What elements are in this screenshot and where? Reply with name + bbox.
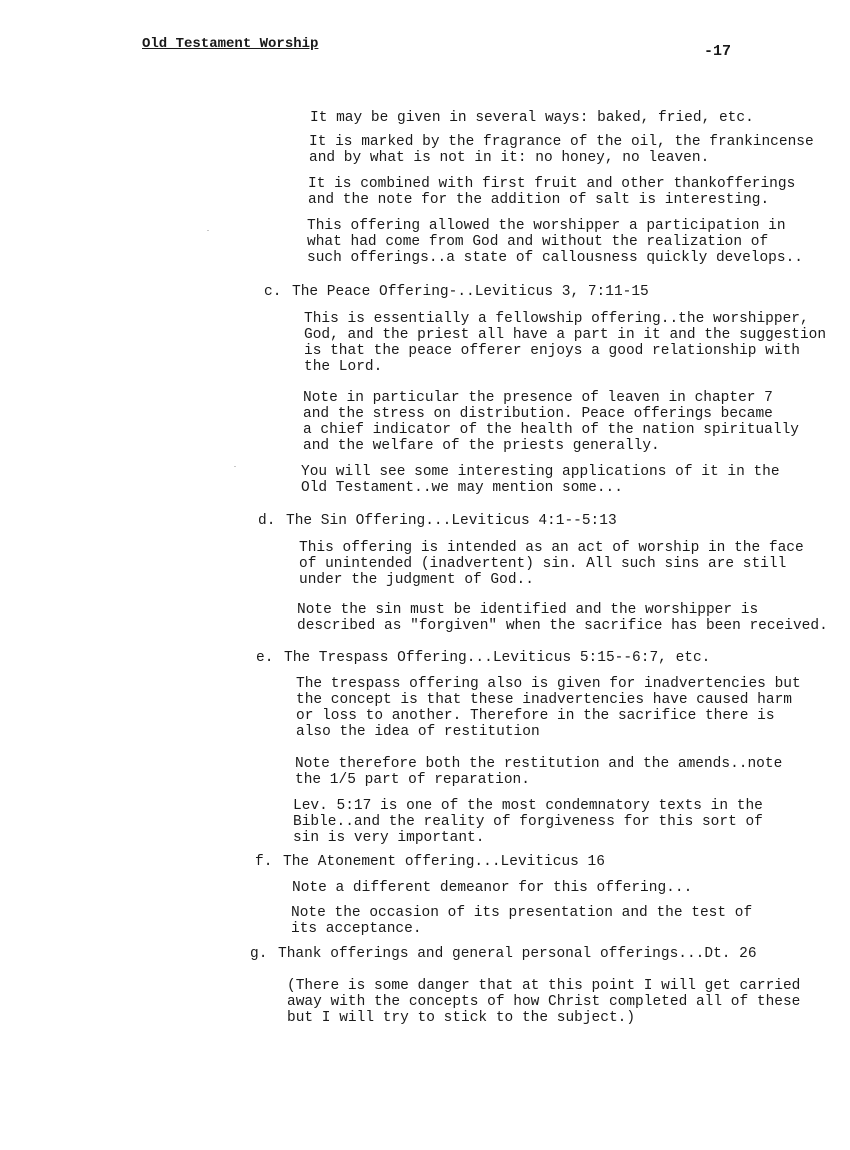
section-heading-g (250, 946, 810, 962)
section-paragraph: Lev. 5:17 is one of the most condemnatory texts in the Bible..and the reality of forgiveness for this sort of sin is very important. (293, 798, 763, 846)
section-paragraph: You will see some interesting applications of it in the Old Testament..we may mention some... (301, 464, 780, 496)
section-title: The Atonement offering...Leviticus 16 (283, 854, 605, 870)
section-heading-e (256, 650, 816, 666)
intro-paragraph: It may be given in several ways: baked, fried, etc. (310, 110, 754, 126)
section-title: The Sin Offering...Leviticus 4:1--5:13 (286, 513, 617, 529)
section-title: Thank offerings and general personal offerings...Dt. 26 (278, 946, 757, 962)
section-heading-c (264, 284, 824, 300)
page-number: -17 (704, 43, 732, 60)
section-letter: d. (258, 513, 276, 529)
section-paragraph: Note a different demeanor for this offering... (292, 880, 693, 896)
section-letter: c. (264, 284, 282, 300)
section-paragraph: (There is some danger that at this point I will get carried away with the concepts of how Christ completed all of these but I will try to stick to the subject.) (287, 978, 801, 1026)
section-paragraph: This offering is intended as an act of worship in the face of unintended (inadvertent) sin. All such sins are still under the judgment of God.. (299, 540, 804, 588)
section-paragraph: The trespass offering also is given for inadvertencies but the concept is that these inadvertencies have caused harm or loss to another. Therefore in the sacrifice there is also the idea of restitution (296, 676, 801, 740)
section-heading-d (258, 513, 818, 529)
section-heading-f (255, 854, 815, 870)
section-title: The Trespass Offering...Leviticus 5:15--6:7, etc. (284, 650, 711, 666)
section-letter: g. (250, 946, 268, 962)
section-letter: f. (255, 854, 273, 870)
intro-paragraph: It is marked by the fragrance of the oil, the frankincense and by what is not in it: no honey, no leaven. (309, 134, 814, 166)
section-paragraph: Note the sin must be identified and the worshipper is described as "forgiven" when the sacrifice has been received. (297, 602, 828, 634)
margin-mark (207, 230, 209, 231)
header-title: Old Testament Worship (142, 36, 319, 52)
intro-paragraph: This offering allowed the worshipper a participation in what had come from God and without the realization of such offerings..a state of callousness quickly develops.. (307, 218, 803, 266)
section-letter: e. (256, 650, 274, 666)
section-paragraph: This is essentially a fellowship offering..the worshipper, God, and the priest all have a part in it and the suggestion is that the peace offerer enjoys a good relationship with the Lord. (304, 311, 827, 375)
section-paragraph: Note in particular the presence of leaven in chapter 7 and the stress on distribution. Peace offerings became a chief indicator of the health of the nation spiritually and the welfare of the priests generally. (303, 390, 799, 454)
section-title: The Peace Offering-..Leviticus 3, 7:11-15 (292, 284, 649, 300)
margin-mark (234, 466, 236, 467)
section-paragraph: Note the occasion of its presentation and the test of its acceptance. (291, 905, 753, 937)
section-paragraph: Note therefore both the restitution and the amends..note the 1/5 part of reparation. (295, 756, 783, 788)
intro-paragraph: It is combined with first fruit and other thankofferings and the note for the addition of salt is interesting. (308, 176, 796, 208)
